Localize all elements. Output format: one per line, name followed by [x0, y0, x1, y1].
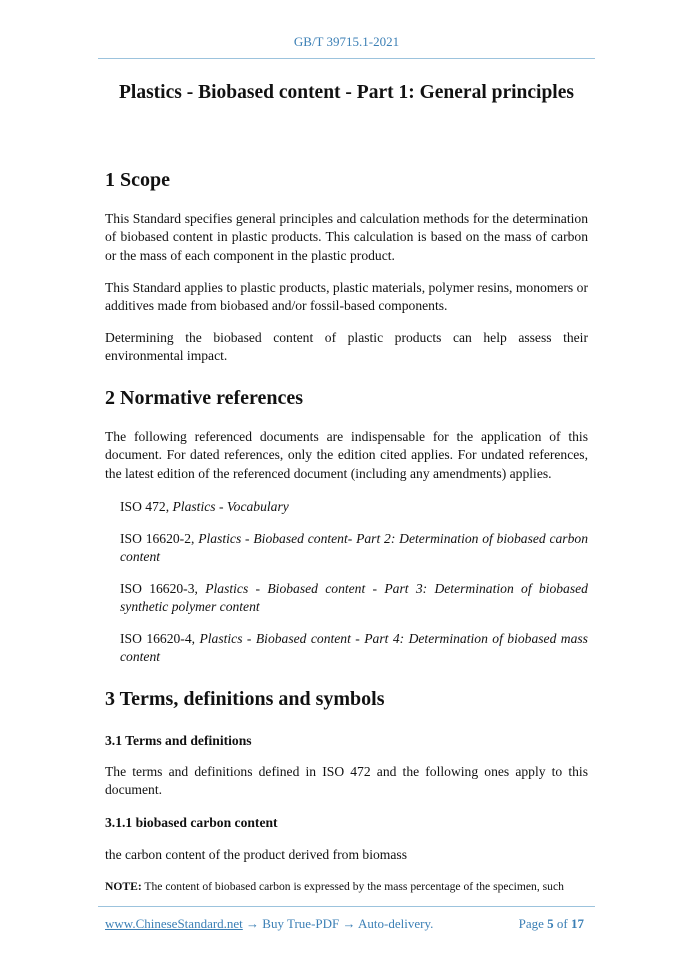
scope-paragraph: Determining the biobased content of plastic products can help assess their environmental impact. — [105, 330, 588, 364]
header-doc-code: GB/T 39715.1-2021 — [293, 34, 400, 49]
document-title: Plastics - Biobased content - Part 1: General principles — [119, 82, 574, 103]
footer-divider — [98, 906, 595, 907]
reference-item: ISO 16620-4, Plastics - Biobased content - Part 4: Determination of biobased mass content — [120, 631, 588, 665]
footer-promo: www.ChineseStandard.net → Buy True-PDF → Auto-delivery. — [105, 916, 434, 931]
footer — [105, 916, 588, 932]
term-note: NOTE: The content of biobased carbon is expressed by the mass percentage of the specimen, such — [105, 880, 564, 893]
section-heading-scope: 1 Scope — [105, 169, 170, 191]
page-indicator: Page 5 of 17 — [518, 916, 584, 931]
reference-item: ISO 472, Plastics - Vocabulary — [120, 499, 289, 514]
term-heading: 3.1.1 biobased carbon content — [105, 815, 278, 830]
terms-intro: The terms and definitions defined in ISO 472 and the following ones apply to this document. — [105, 764, 588, 798]
scope-paragraph: This Standard applies to plastic products, plastic materials, polymer resins, monomers or additives made from biobased and/or fossil-based components. — [105, 280, 588, 314]
reference-item: ISO 16620-3, Plastics - Biobased content - Part 3: Determination of biobased synthetic polymer content — [120, 581, 588, 615]
term-definition: the carbon content of the product derived from biomass — [105, 847, 407, 862]
scope-paragraph: This Standard specifies general principles and calculation methods for the determination of biobased content in plastic products. This calculation is based on the mass of carbon or the mass of each component in the plastic product. — [105, 211, 588, 263]
section-heading-normative: 2 Normative references — [105, 387, 304, 409]
section-heading-terms: 3 Terms, definitions and symbols — [105, 688, 385, 710]
normative-intro: The following referenced documents are indispensable for the application of this document. For dated references, only the edition cited applies. For undated references, the latest edition of the referenced document (including any amendments) applies. — [105, 429, 588, 481]
header-divider — [98, 58, 595, 59]
subsection-heading: 3.1 Terms and definitions — [105, 733, 252, 748]
website-link[interactable]: www.ChineseStandard.net — [105, 916, 243, 931]
reference-item: ISO 16620-2, Plastics - Biobased content- Part 2: Determination of biobased carbon content — [120, 531, 588, 565]
